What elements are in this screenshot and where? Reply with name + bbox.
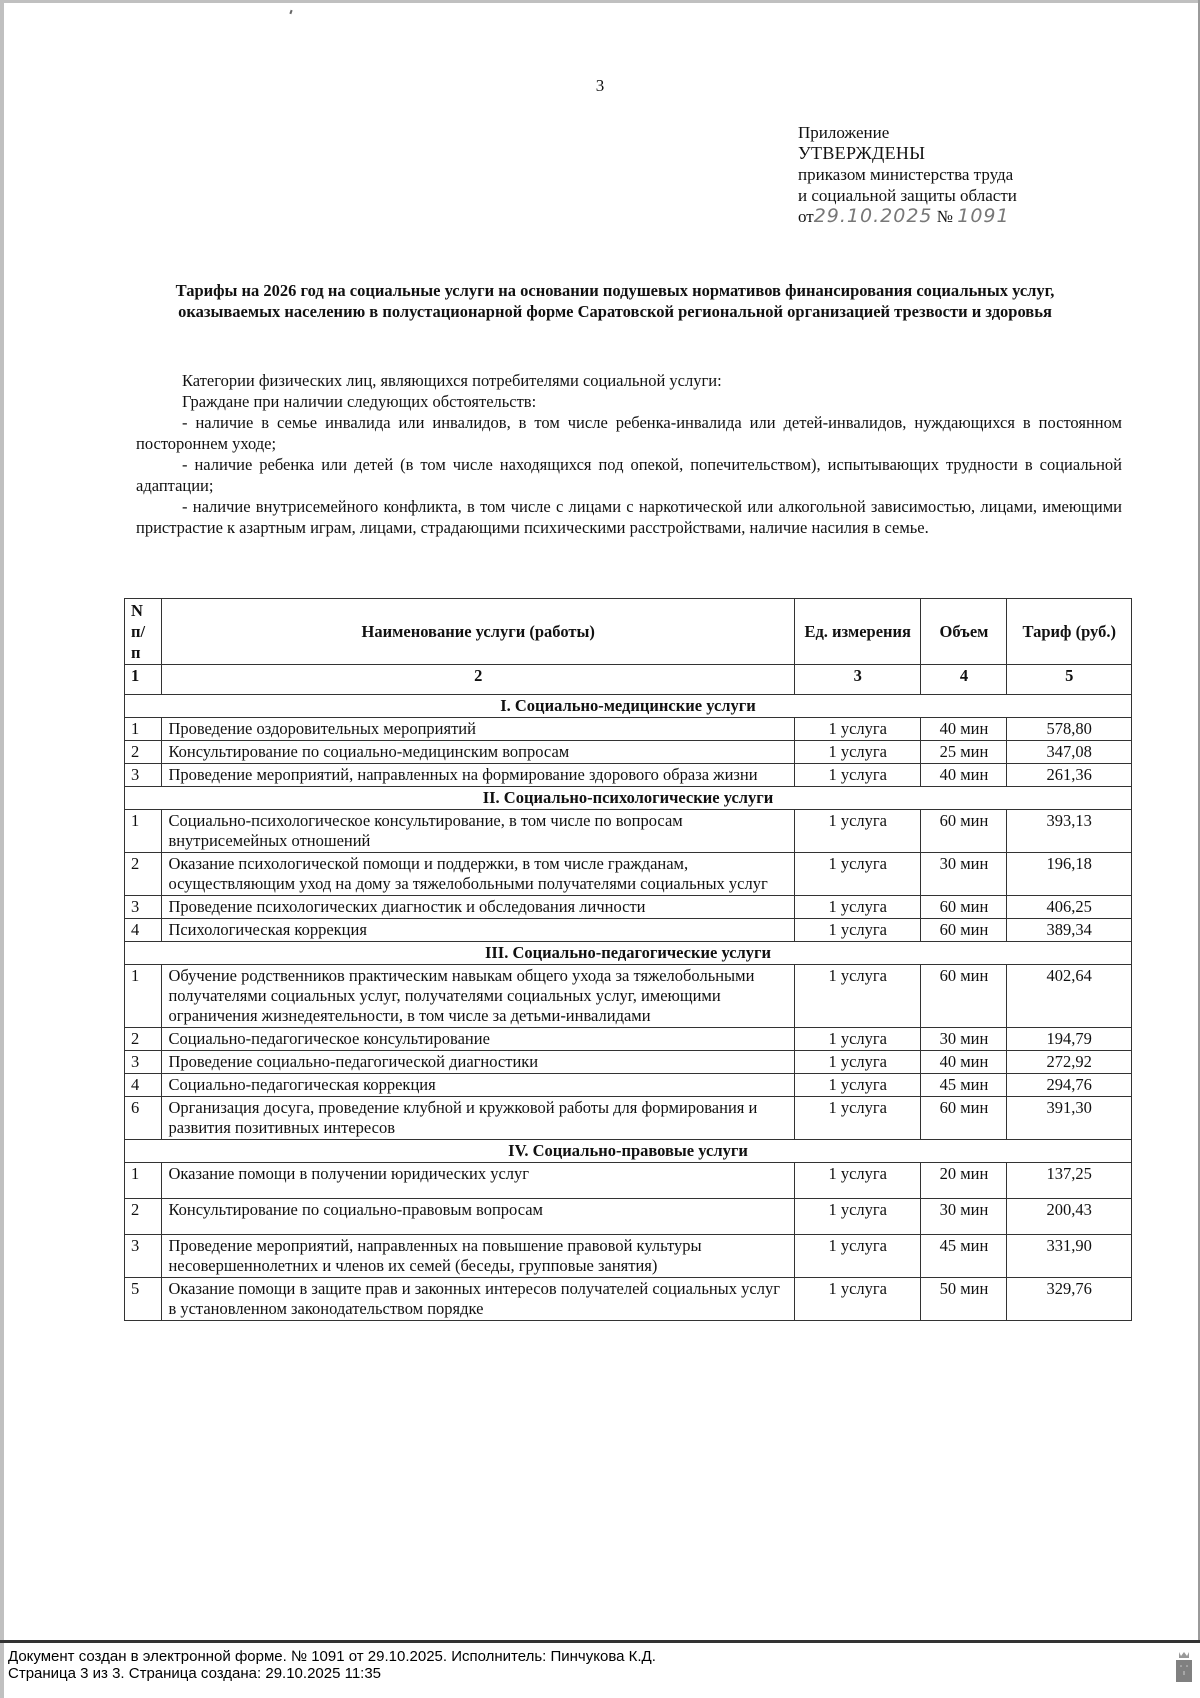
row-tariff: 272,92 bbox=[1007, 1051, 1132, 1074]
row-volume: 60 мин bbox=[921, 1097, 1007, 1140]
approval-order-line1: приказом министерства труда bbox=[798, 165, 1014, 184]
page-frame-left bbox=[0, 0, 4, 1698]
row-n: 4 bbox=[125, 919, 162, 942]
row-unit: 1 услуга bbox=[794, 853, 921, 896]
column-numbers-row bbox=[125, 665, 1132, 695]
colnum-1: 1 bbox=[125, 665, 162, 695]
table-row bbox=[125, 1051, 1132, 1074]
row-name: Проведение психологических диагностик и обследования личности bbox=[162, 896, 795, 919]
row-name: Обучение родственников практическим навыкам общего ухода за тяжелобольными получателями социальных услуг, получателями социальных услуг, имеющими ограничения жизнедеятельности, в том числе за детьми-инвалидами bbox=[162, 965, 795, 1028]
intro-condition-2: - наличие ребенка или детей (в том числе находящихся под опекой, попечительством), испытывающих трудности в социальной адаптации; bbox=[136, 455, 1122, 495]
header-tariff: Тариф (руб.) bbox=[1007, 599, 1132, 665]
footer-page-info: Страница 3 из 3. Страница создана: 29.10.2025 11:35 bbox=[8, 1665, 382, 1682]
header-n: N п/ п bbox=[125, 599, 162, 665]
row-unit: 1 услуга bbox=[794, 896, 921, 919]
row-unit: 1 услуга bbox=[794, 919, 921, 942]
table-row bbox=[125, 919, 1132, 942]
row-name: Социально-психологическое консультирование, в том числе по вопросам внутрисемейных отношений bbox=[162, 810, 795, 853]
intro-condition-3: - наличие внутрисемейного конфликта, в том числе с лицами с наркотической или алкогольной зависимостью, лицами, имеющими пристрастие к азартным играм, лицами, страдающими психическими расстройствами, наличие насилия в семье. bbox=[136, 497, 1122, 537]
section-row bbox=[125, 787, 1132, 810]
row-name: Психологическая коррекция bbox=[162, 919, 795, 942]
row-name: Проведение социально-педагогической диагностики bbox=[162, 1051, 795, 1074]
electronic-document-footer bbox=[8, 1648, 656, 1682]
table-row bbox=[125, 741, 1132, 764]
row-tariff: 194,79 bbox=[1007, 1028, 1132, 1051]
table-row bbox=[125, 1163, 1132, 1199]
row-volume: 45 мин bbox=[921, 1235, 1007, 1278]
row-volume: 30 мин bbox=[921, 853, 1007, 896]
row-n: 6 bbox=[125, 1097, 162, 1140]
row-volume: 40 мин bbox=[921, 764, 1007, 787]
row-volume: 40 мин bbox=[921, 1051, 1007, 1074]
row-unit: 1 услуга bbox=[794, 965, 921, 1028]
header-volume: Объем bbox=[921, 599, 1007, 665]
colnum-5: 5 bbox=[1007, 665, 1132, 695]
section-title: IV. Социально-правовые услуги bbox=[125, 1140, 1132, 1163]
footer-document-info: Документ создан в электронной форме. № 1091 от 29.10.2025. Исполнитель: Пинчукова К.Д. bbox=[8, 1648, 656, 1665]
row-n: 3 bbox=[125, 1051, 162, 1074]
table-row bbox=[125, 718, 1132, 741]
row-unit: 1 услуга bbox=[794, 718, 921, 741]
table-row bbox=[125, 1074, 1132, 1097]
row-name: Социально-педагогическое консультирование bbox=[162, 1028, 795, 1051]
row-tariff: 137,25 bbox=[1007, 1163, 1132, 1199]
table-row bbox=[125, 896, 1132, 919]
table-row bbox=[125, 810, 1132, 853]
row-volume: 60 мин bbox=[921, 810, 1007, 853]
row-unit: 1 услуга bbox=[794, 1278, 921, 1321]
header-unit: Ед. измерения bbox=[794, 599, 921, 665]
page-frame-top bbox=[0, 0, 1200, 3]
row-tariff: 406,25 bbox=[1007, 896, 1132, 919]
row-unit: 1 услуга bbox=[794, 1199, 921, 1235]
row-n: 1 bbox=[125, 1163, 162, 1199]
header-name: Наименование услуги (работы) bbox=[162, 599, 795, 665]
intro-condition-1: - наличие в семье инвалида или инвалидов, в том числе ребенка-инвалида или детей-инвалидов, нуждающихся в постоянном постороннем уходе; bbox=[136, 413, 1122, 453]
row-unit: 1 услуга bbox=[794, 1097, 921, 1140]
row-name: Оказание помощи в защите прав и законных интересов получателей социальных услуг в установленном законодательством порядке bbox=[162, 1278, 795, 1321]
row-volume: 30 мин bbox=[921, 1028, 1007, 1051]
table-row bbox=[125, 1235, 1132, 1278]
table-header-row bbox=[125, 599, 1132, 665]
date-prefix: от bbox=[798, 207, 814, 226]
table-row bbox=[125, 965, 1132, 1028]
row-n: 2 bbox=[125, 741, 162, 764]
row-tariff: 389,34 bbox=[1007, 919, 1132, 942]
row-n: 3 bbox=[125, 896, 162, 919]
row-n: 1 bbox=[125, 965, 162, 1028]
row-tariff: 347,08 bbox=[1007, 741, 1132, 764]
row-volume: 60 мин bbox=[921, 896, 1007, 919]
row-tariff: 393,13 bbox=[1007, 810, 1132, 853]
section-row bbox=[125, 695, 1132, 718]
section-title: III. Социально-педагогические услуги bbox=[125, 942, 1132, 965]
approval-block bbox=[798, 122, 1017, 227]
coat-of-arms-icon bbox=[1175, 1650, 1193, 1684]
row-volume: 50 мин bbox=[921, 1278, 1007, 1321]
row-n: 1 bbox=[125, 810, 162, 853]
row-name: Консультирование по социально-правовым вопросам bbox=[162, 1199, 795, 1235]
colnum-4: 4 bbox=[921, 665, 1007, 695]
row-unit: 1 услуга bbox=[794, 1028, 921, 1051]
approval-appendix: Приложение bbox=[798, 123, 890, 142]
row-n: 2 bbox=[125, 1199, 162, 1235]
row-unit: 1 услуга bbox=[794, 1051, 921, 1074]
row-unit: 1 услуга bbox=[794, 1074, 921, 1097]
intro-text bbox=[136, 370, 1122, 538]
row-volume: 30 мин bbox=[921, 1199, 1007, 1235]
number-sign: № bbox=[936, 207, 953, 226]
row-n: 5 bbox=[125, 1278, 162, 1321]
table-row bbox=[125, 1278, 1132, 1321]
row-n: 2 bbox=[125, 1028, 162, 1051]
approval-date-line bbox=[798, 206, 1017, 227]
row-name: Организация досуга, проведение клубной и кружковой работы для формирования и развития позитивных интересов bbox=[162, 1097, 795, 1140]
row-unit: 1 услуга bbox=[794, 764, 921, 787]
row-tariff: 402,64 bbox=[1007, 965, 1132, 1028]
row-unit: 1 услуга bbox=[794, 1163, 921, 1199]
section-title: II. Социально-психологические услуги bbox=[125, 787, 1132, 810]
row-unit: 1 услуга bbox=[794, 1235, 921, 1278]
row-tariff: 200,43 bbox=[1007, 1199, 1132, 1235]
row-name: Проведение оздоровительных мероприятий bbox=[162, 718, 795, 741]
footer-divider bbox=[0, 1640, 1200, 1643]
row-volume: 40 мин bbox=[921, 718, 1007, 741]
row-volume: 25 мин bbox=[921, 741, 1007, 764]
row-tariff: 294,76 bbox=[1007, 1074, 1132, 1097]
row-name: Консультирование по социально-медицинским вопросам bbox=[162, 741, 795, 764]
section-row bbox=[125, 1140, 1132, 1163]
row-unit: 1 услуга bbox=[794, 741, 921, 764]
row-tariff: 578,80 bbox=[1007, 718, 1132, 741]
table-row bbox=[125, 853, 1132, 896]
row-volume: 60 мин bbox=[921, 919, 1007, 942]
section-row bbox=[125, 942, 1132, 965]
row-n: 3 bbox=[125, 764, 162, 787]
row-name: Проведение мероприятий, направленных на повышение правовой культуры несовершеннолетних и членов их семей (беседы, групповые занятия) bbox=[162, 1235, 795, 1278]
row-n: 2 bbox=[125, 853, 162, 896]
section-title: I. Социально-медицинские услуги bbox=[125, 695, 1132, 718]
row-name: Оказание психологической помощи и поддержки, в том числе гражданам, осуществляющим уход на дому за тяжелобольными получателями социальных услуг bbox=[162, 853, 795, 896]
row-tariff: 261,36 bbox=[1007, 764, 1132, 787]
scan-speck bbox=[289, 10, 292, 14]
tariffs-table bbox=[124, 598, 1132, 1321]
row-tariff: 331,90 bbox=[1007, 1235, 1132, 1278]
row-n: 1 bbox=[125, 718, 162, 741]
row-unit: 1 услуга bbox=[794, 810, 921, 853]
handwritten-number: 1091 bbox=[957, 205, 1010, 227]
handwritten-date: 29.10.2025 bbox=[813, 205, 933, 227]
row-volume: 60 мин bbox=[921, 965, 1007, 1028]
colnum-3: 3 bbox=[794, 665, 921, 695]
row-name: Социально-педагогическая коррекция bbox=[162, 1074, 795, 1097]
intro-categories: Категории физических лиц, являющихся потребителями социальной услуги: bbox=[182, 371, 722, 390]
page-number: 3 bbox=[595, 76, 605, 95]
table-row bbox=[125, 1199, 1132, 1235]
document-title: Тарифы на 2026 год на социальные услуги на основании подушевых нормативов финансирования социальных услуг, оказываемых населению в полустационарной форме Саратовской региональной организацией трезвости и здоровья bbox=[175, 281, 1055, 321]
row-n: 3 bbox=[125, 1235, 162, 1278]
row-volume: 45 мин bbox=[921, 1074, 1007, 1097]
table-row bbox=[125, 764, 1132, 787]
colnum-2: 2 bbox=[162, 665, 795, 695]
approval-order-line2: и социальной защиты области bbox=[798, 186, 1017, 205]
row-tariff: 196,18 bbox=[1007, 853, 1132, 896]
row-tariff: 391,30 bbox=[1007, 1097, 1132, 1140]
table-row bbox=[125, 1097, 1132, 1140]
row-tariff: 329,76 bbox=[1007, 1278, 1132, 1321]
intro-citizens: Граждане при наличии следующих обстоятельств: bbox=[182, 392, 537, 411]
approval-approved: УТВЕРЖДЕНЫ bbox=[798, 143, 926, 163]
row-n: 4 bbox=[125, 1074, 162, 1097]
row-name: Проведение мероприятий, направленных на формирование здорового образа жизни bbox=[162, 764, 795, 787]
row-volume: 20 мин bbox=[921, 1163, 1007, 1199]
row-name: Оказание помощи в получении юридических услуг bbox=[162, 1163, 795, 1199]
table-row bbox=[125, 1028, 1132, 1051]
